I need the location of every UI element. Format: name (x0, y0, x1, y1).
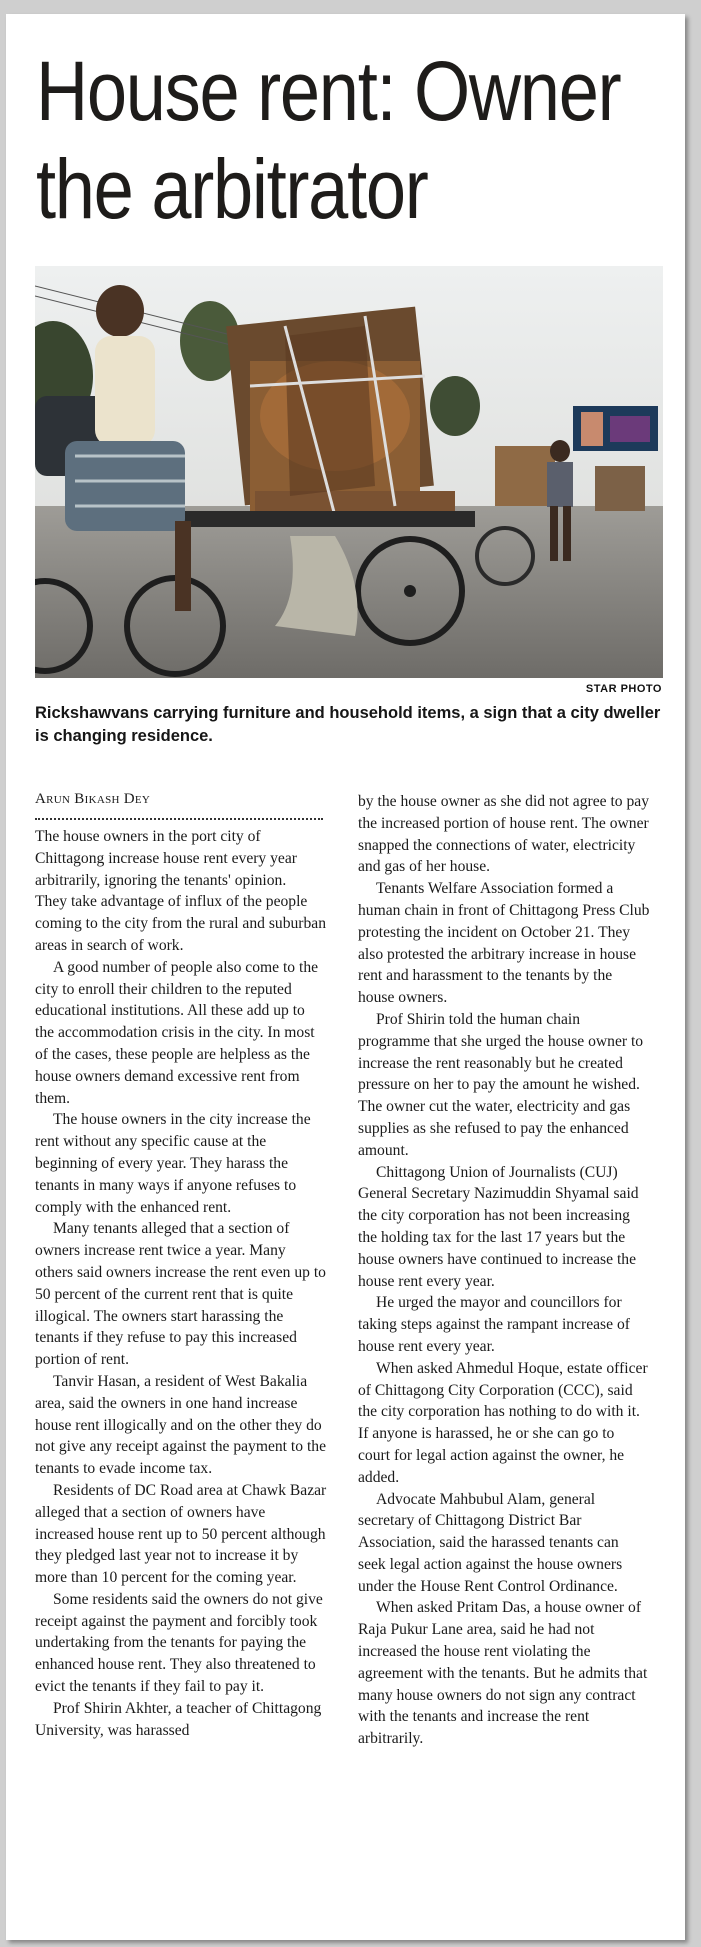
article-paragraph: When asked Pritam Das, a house owner of Raja Pukur Lane area, said he had not increased the house rent violating the agreement with the tenants. But he admits that many house owners do not sign any contract with the tenants and increase the rent arbitrarily. (358, 1599, 648, 1748)
article-paragraph: Tenants Welfare Association formed a human chain in front of Chittagong Press Club protesting the incident on October 21. They also protested the arbitrary increase in house rent and harassment to the tenants by the house owners. (358, 880, 650, 1007)
article-column-right (358, 791, 650, 1750)
newspaper-clipping (6, 14, 685, 1940)
headline (36, 42, 621, 238)
article-paragraph: Prof Shirin Akhter, a teacher of Chittagong University, was harassed (35, 1699, 322, 1739)
article-paragraph: The house owners in the city increase the rent without any specific cause at the beginning of every year. They harass the tenants in many ways if anyone refuses to comply with the enhanced rent. (35, 1111, 311, 1216)
headline-line-1: House rent: Owner (36, 44, 621, 138)
article-paragraph: Residents of DC Road area at Chawk Bazar alleged that a section of owners have increased house rent up to 50 percent although they pledged last year not to increase it by more than 10 percent for the coming year. (35, 1481, 327, 1587)
byline: Arun Bikash Dey (35, 791, 151, 807)
photo-caption: Rickshawvans carrying furniture and household items, a sign that a city dweller is changing residence. (35, 704, 661, 745)
article-paragraph: Advocate Mahbubul Alam, general secretary of Chittagong District Bar Association, said the harassed tenants can seek legal action against the house owners under the House Rent Control Ordinance. (358, 1490, 623, 1595)
byline-divider (35, 814, 323, 820)
article-paragraph: He urged the mayor and councillors for taking steps against the rampant increase of house rent every year. (358, 1294, 630, 1355)
headline-line-2: the arbitrator (36, 142, 428, 236)
article-paragraph: When asked Ahmedul Hoque, estate officer of Chittagong City Corporation (CCC), said the city corporation has nothing to do with it. If anyone is harassed, he or she can go to court for legal action against the owner, he added. (358, 1359, 648, 1486)
news-photo (35, 266, 663, 678)
article-paragraph: They take advantage of influx of the people coming to the city from the rural and suburban areas in search of work. (35, 893, 327, 954)
article-paragraph: Tanvir Hasan, a resident of West Bakalia area, said the owners in one hand increase house rent illogically and on the other they do not give any receipt against the payment to the tenants to evade income tax. (35, 1372, 326, 1478)
article-paragraph: The house owners in the port city of Chittagong increase house rent every year arbitrarily, ignoring the tenants' opinion. (35, 828, 297, 889)
photo-credit: STAR PHOTO (585, 683, 662, 695)
article-paragraph: Prof Shirin told the human chain programme that she urged the house owner to increase the rent reasonably but he created pressure on her to pay the amount he wished. The owner cut the water, electricity and gas supplies as she refused to pay the enhanced amount. (358, 1010, 644, 1159)
article-paragraph: Some residents said the owners do not give receipt against the payment and forcibly took undertaking from the tenants for paying the enhanced house rent. They also threatened to evict the tenants if they fail to pay it. (35, 1590, 323, 1696)
article-paragraph: Many tenants alleged that a section of owners increase rent twice a year. Many others said owners increase the rent even up to 50 percent of the current rent that is quite illogical. The owners start harassing the tenants if they refuse to pay this increased portion of rent. (35, 1220, 326, 1369)
article-paragraph: by the house owner as she did not agree to pay the increased portion of house rent. The owner snapped the connections of water, electricity and gas of her house. (358, 793, 650, 876)
article-paragraph: Chittagong Union of Journalists (CUJ) General Secretary Nazimuddin Shyamal said the city corporation has not been increasing the holding tax for the last 17 years but the house owners have continued to increase the house rent every year. (358, 1163, 639, 1290)
article-paragraph: A good number of people also come to the city to enroll their children to the reputed educational institutions. All these add up to the accommodation crisis in the city. In most of the cases, these people are helpless as the house owners demand excessive rent from them. (35, 958, 319, 1107)
article-column-left (35, 788, 327, 1741)
